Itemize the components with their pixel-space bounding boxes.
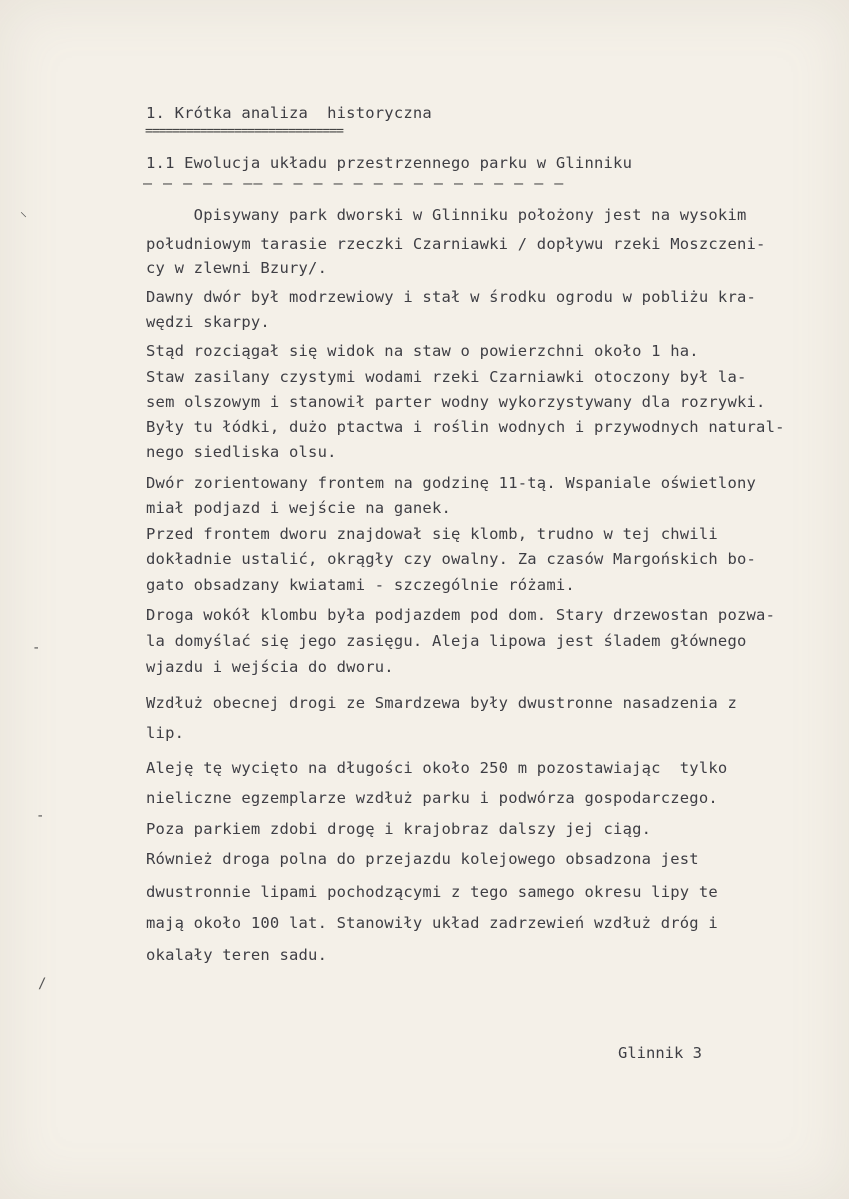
text-line: Opisywany park dworski w Glinniku położony jest na wysokim bbox=[146, 206, 747, 224]
margin-mark: ⸌ bbox=[20, 210, 27, 226]
text-line: Poza parkiem zdobi drogę i krajobraz dalszy jej ciąg. bbox=[146, 820, 652, 838]
section-title: 1. Krótka analiza historyczna bbox=[146, 104, 432, 122]
text-line: Aleję tę wycięto na długości około 250 m pozostawiając tylko bbox=[146, 759, 728, 777]
text-line: Stąd rozciągał się widok na staw o powierzchni około 1 ha. bbox=[146, 342, 699, 360]
text-line: nieliczne egzemplarze wzdłuż parku i podwórza gospodarczego. bbox=[146, 789, 718, 807]
text-line: dokładnie ustalić, okrągły czy owalny. Za czasów Margońskich bo- bbox=[146, 550, 757, 568]
text-line: Staw zasilany czystymi wodami rzeki Czarniawki otoczony był la- bbox=[146, 368, 747, 386]
text-line: południowym tarasie rzeczki Czarniawki / dopływu rzeki Moszczeni- bbox=[146, 235, 766, 253]
page-footer: Glinnik 3 bbox=[618, 1044, 702, 1062]
text-line: Były tu łódki, dużo ptactwa i roślin wodnych i przywodnych natural- bbox=[146, 418, 785, 436]
section-title-underline: ============================= bbox=[145, 124, 343, 139]
text-line: la domyślać się jego zasięgu. Aleja lipowa jest śladem głównego bbox=[146, 632, 747, 650]
text-line: Droga wokół klombu była podjazdem pod dom. Stary drzewostan pozwa- bbox=[146, 606, 776, 624]
text-line: wędzi skarpy. bbox=[146, 313, 270, 331]
text-line: gato obsadzany kwiatami - szczególnie różami. bbox=[146, 576, 575, 594]
subsection-title: 1.1 Ewolucja układu przestrzennego parku w Glinniku bbox=[146, 154, 633, 172]
text-line: lip. bbox=[146, 724, 185, 742]
subsection-title-underline: — — — — — —— — — — — — — — — — — — — — — — bbox=[143, 174, 565, 192]
text-line: Wzdłuż obecnej drogi ze Smardzewa były dwustronne nasadzenia z bbox=[146, 694, 737, 712]
margin-mark: - bbox=[36, 808, 45, 824]
text-line: Również droga polna do przejazdu kolejowego obsadzona jest bbox=[146, 850, 699, 868]
margin-mark: / bbox=[38, 976, 47, 992]
text-line: okalały teren sadu. bbox=[146, 946, 328, 964]
text-line: dwustronnie lipami pochodzącymi z tego samego okresu lipy te bbox=[146, 883, 718, 901]
text-line: sem olszowym i stanowił parter wodny wykorzystywany dla rozrywki. bbox=[146, 393, 766, 411]
text-line: miał podjazd i wejście na ganek. bbox=[146, 499, 452, 517]
margin-mark: - bbox=[32, 640, 41, 656]
text-line: Przed frontem dworu znajdował się klomb, trudno w tej chwili bbox=[146, 525, 718, 543]
text-line: mają około 100 lat. Stanowiły układ zadrzewień wzdłuż dróg i bbox=[146, 914, 718, 932]
text-line: Dwór zorientowany frontem na godzinę 11-tą. Wspaniale oświetlony bbox=[146, 474, 757, 492]
text-line: cy w zlewni Bzury/. bbox=[146, 259, 328, 277]
text-line: Dawny dwór był modrzewiowy i stał w środku ogrodu w pobliżu kra- bbox=[146, 288, 757, 306]
text-line: wjazdu i wejścia do dworu. bbox=[146, 658, 394, 676]
text-line: nego siedliska olsu. bbox=[146, 443, 337, 461]
